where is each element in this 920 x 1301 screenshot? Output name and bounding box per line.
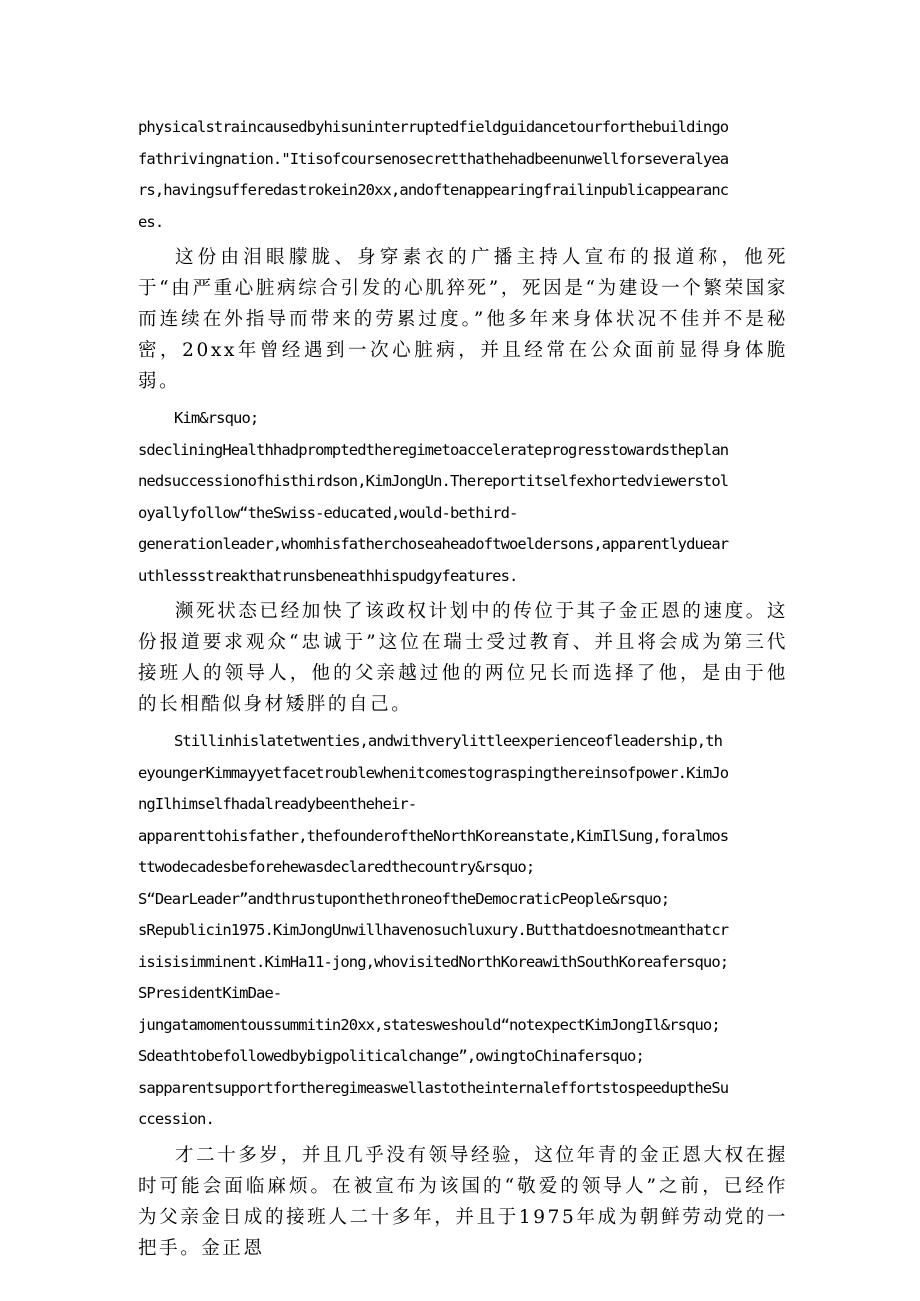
english-paragraph-3 bbox=[138, 726, 788, 1136]
chinese-paragraph-2: 濒死状态已经加快了该政权计划中的传位于其子金正恩的速度。这份报道要求观众“忠诚于”这位在瑞士受过教育、并且将会成为第三代接班人的领导人，他的父亲越过他的两位兄长而选择了他，是由于他的长相酷似身材矮胖的自己。 bbox=[138, 601, 788, 715]
text-line: sRepublicin1975.KimJongUnwillhavenosuchluxury.Butthatdoesnotmeanthatcr bbox=[138, 921, 729, 939]
document-body bbox=[138, 112, 788, 1270]
text-line: eyoungerKimmayyetfacetroublewhenitcomestograspingthereinsofpower.KimJo bbox=[138, 763, 729, 782]
text-line: ccession. bbox=[138, 1110, 214, 1128]
chinese-paragraph-3: 才二十多岁，并且几乎没有领导经验，这位年青的金正恩大权在握时可能会面临麻烦。在被宣布为该国的“敬爱的领导人”之前，已经作为父亲金日成的接班人二十多年，并且于1975年成为朝鲜劳动党的一把手。金正恩 bbox=[138, 1144, 788, 1259]
text-line: Kim&rsquo; bbox=[174, 409, 259, 427]
text-line: Stillinhislatetwenties,andwithverylittleexperienceofleadership,th bbox=[174, 732, 723, 750]
english-paragraph-1 bbox=[138, 112, 788, 238]
text-line: sapparentsupportfortheregimeaswellastotheinternaleffortstospeeduptheSu bbox=[138, 1078, 729, 1097]
text-line: rs,havingsufferedastrokein20xx,andoftenappearingfrailinpublicappearanc bbox=[138, 181, 729, 199]
text-line: ngIlhimselfhadalreadybeentheheir- bbox=[138, 795, 417, 813]
english-paragraph-2 bbox=[138, 403, 788, 592]
text-line: apparenttohisfather,thefounderoftheNorthKoreanstate,KimIlSung,foralmos bbox=[138, 826, 729, 845]
text-line: physicalstraincausedbyhisuninterruptedfieldguidancetourforthebuildingo bbox=[138, 118, 729, 136]
text-line: isisisimminent.KimHa11-jong,whovisitedNorthKoreawithSouthKoreafersquo; bbox=[138, 952, 729, 971]
text-line: fathrivingnation."Itisofcoursenosecretthathehadbeenunwellforseveralyea bbox=[138, 149, 729, 168]
text-line: oyallyfollow“theSwiss-educated,would-bethird- bbox=[138, 503, 518, 522]
text-line: Sdeathtobefollowedbybigpoliticalchange”,owingtoChinafersquo; bbox=[138, 1047, 644, 1065]
text-line: es. bbox=[138, 212, 164, 231]
text-line: generationleader,whomhisfatherchoseaheadoftwoeldersons,apparentlyduear bbox=[138, 535, 729, 553]
text-line: jungatamomentoussummitin20xx,statesweshould“notexpectKimJongIl&rsquo; bbox=[138, 1015, 720, 1034]
text-line: SPresidentKimDae- bbox=[138, 984, 282, 1002]
text-line: S“DearLeader”andthrustuponthethroneoftheDemocraticPeople&rsquo; bbox=[138, 889, 670, 908]
text-line: sdecliningHealthhadpromptedtheregimetoaccelerateprogresstowardstheplan bbox=[138, 440, 729, 459]
text-line: nedsuccessionofhisthirdson,KimJongUn.Thereportitselfexhortedviewerstol bbox=[138, 472, 729, 490]
text-line: ttwodecadesbeforehewasdeclaredthecountry&rsquo; bbox=[138, 858, 535, 876]
chinese-paragraph-1: 这份由泪眼朦胧、身穿素衣的广播主持人宣布的报道称，他死于“由严重心脏病综合引发的心肌猝死”，死因是“为建设一个繁荣国家而连续在外指导而带来的劳累过度。”他多年来身体状况不佳并不是秘密，20xx年曾经遇到一次心脏病，并且经常在公众面前显得身体脆弱。 bbox=[138, 247, 788, 392]
text-line: uthlessstreakthatrunsbeneathhispudgyfeatures. bbox=[138, 566, 518, 585]
